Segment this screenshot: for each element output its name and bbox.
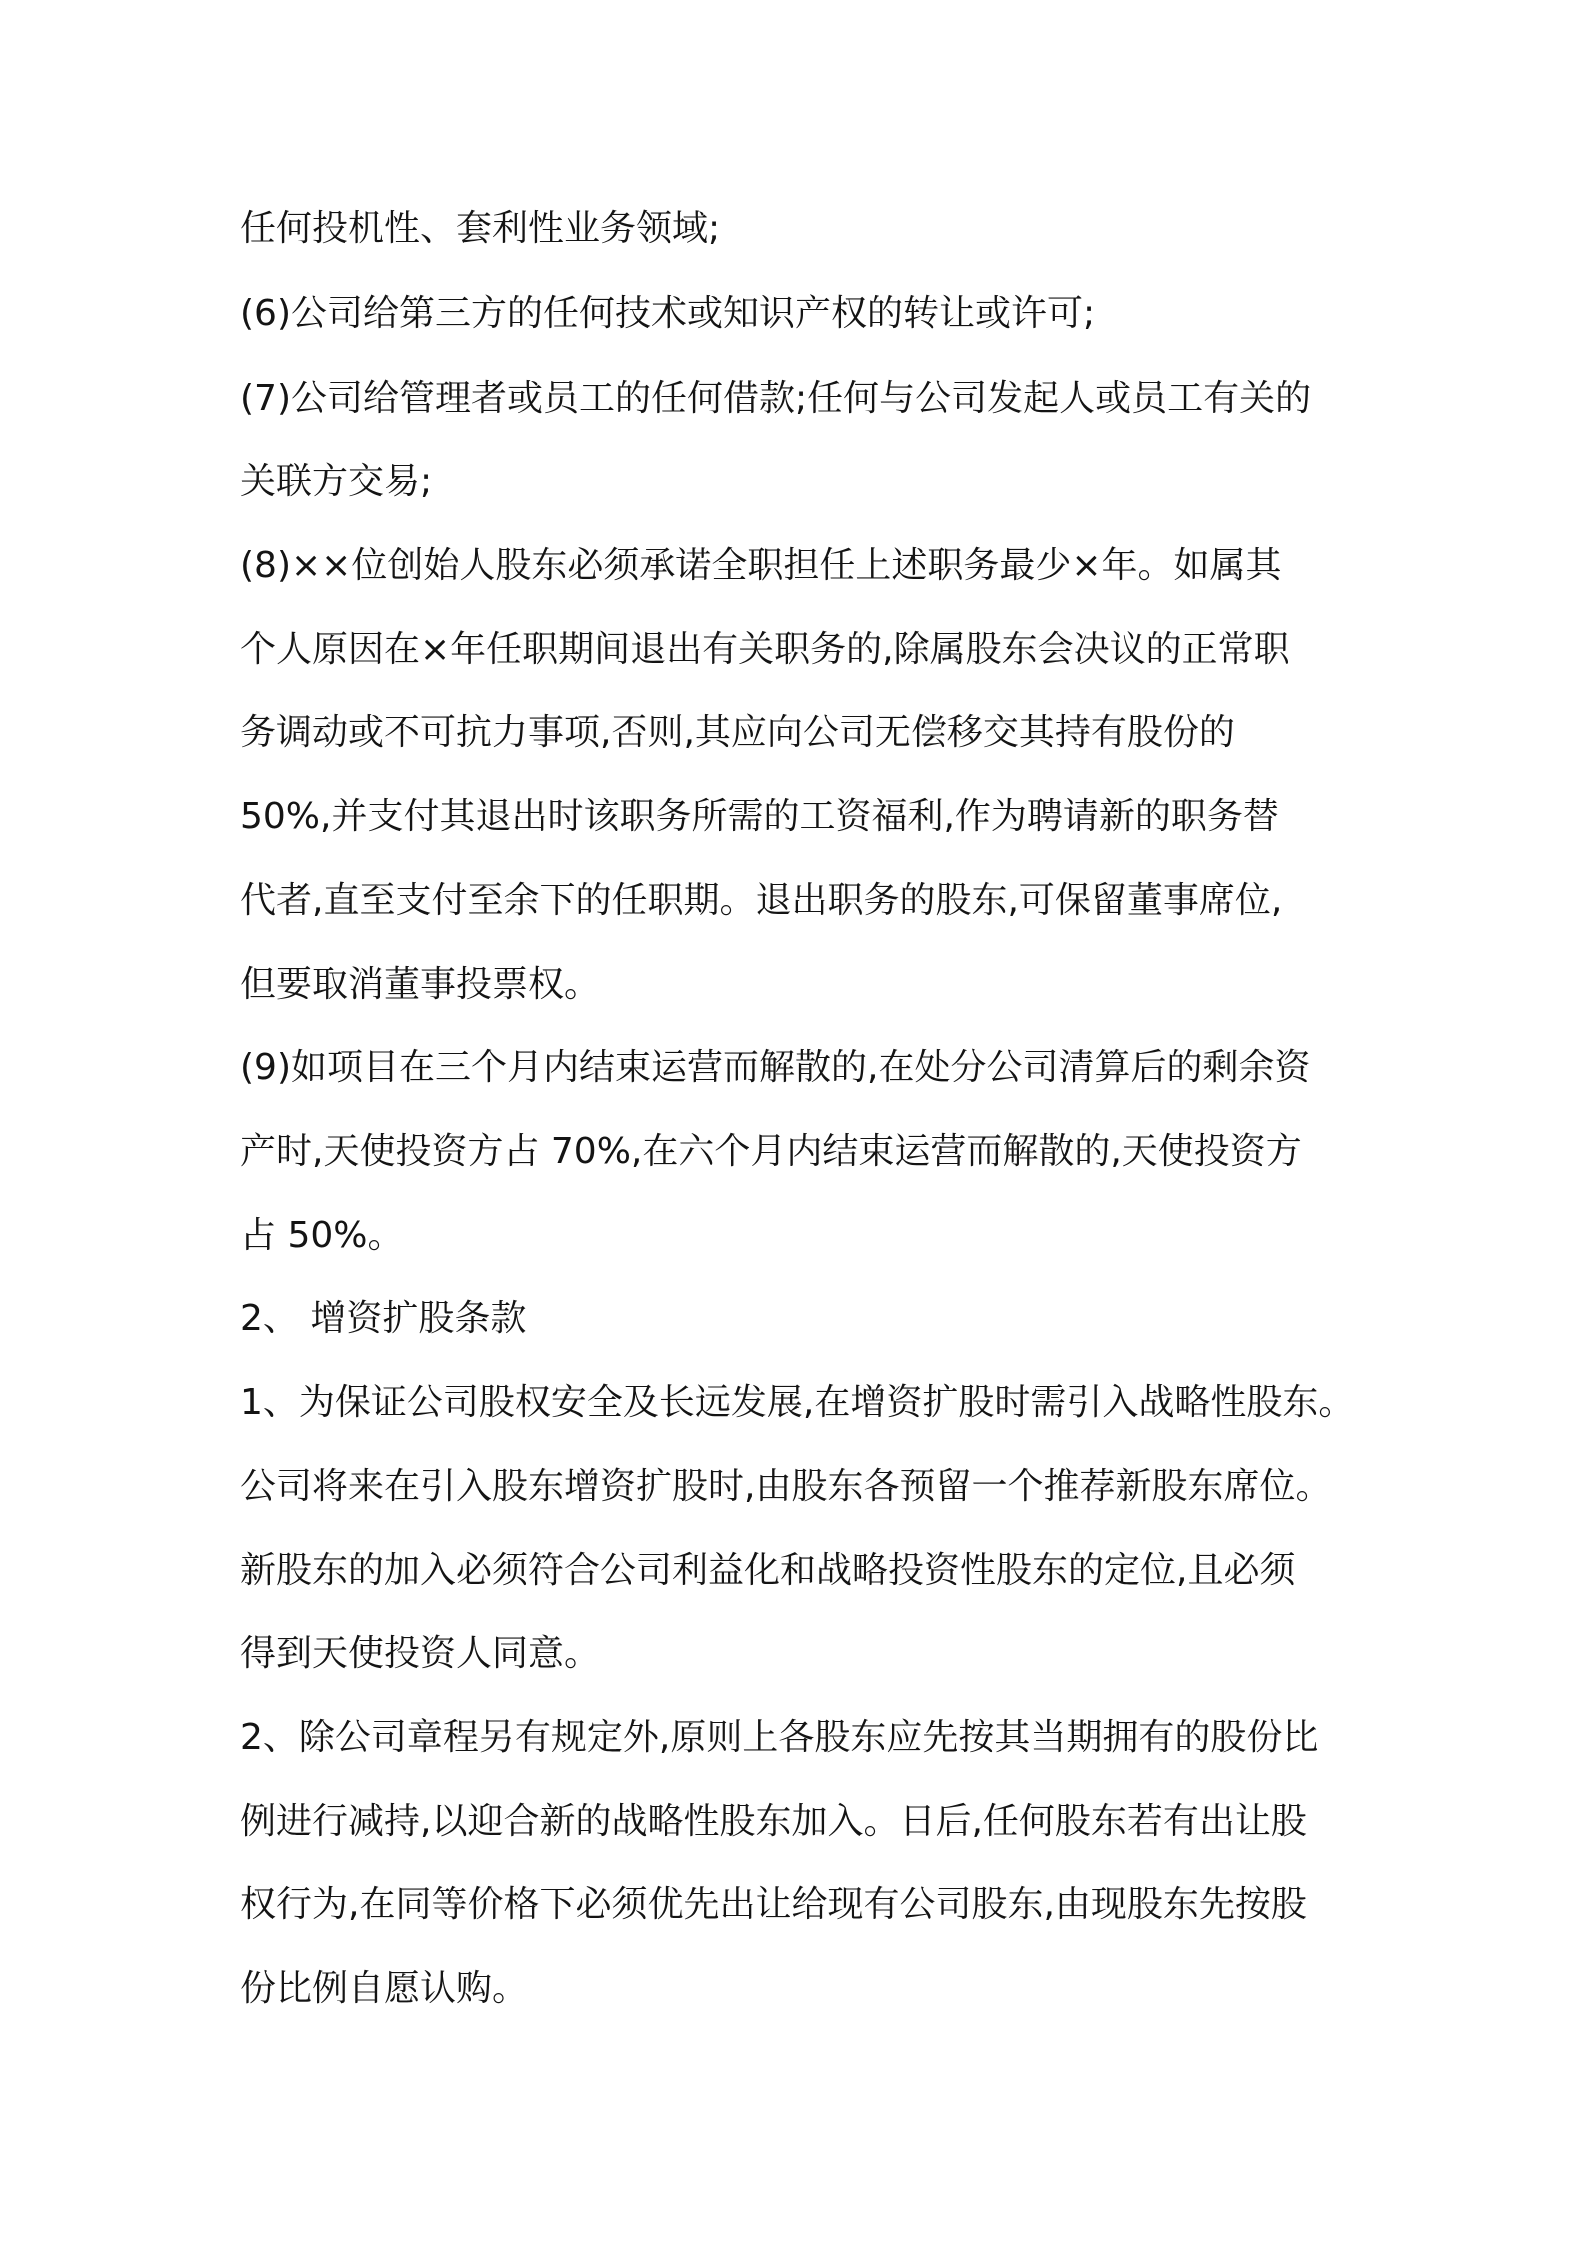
text-line: 例进行减持,以迎合新的战略性股东加入。日后,任何股东若有出让股 [240,1801,1307,1842]
text-line: 权行为,在同等价格下必须优先出让给现有公司股东,由现股东先按股 [240,1884,1307,1925]
text-line: 关联方交易; [240,461,433,502]
text-line: 公司将来在引入股东增资扩股时,由股东各预留一个推荐新股东席位。 [240,1466,1332,1507]
text-line: 2、除公司章程另有规定外,原则上各股东应先按其当期拥有的股份比 [240,1717,1319,1758]
section-heading: 2、 增资扩股条款 [240,1298,527,1339]
text-line: (9)如项目在三个月内结束运营而解散的,在处分公司清算后的剩余资 [240,1047,1311,1088]
text-line: 代者,直至支付至余下的任职期。退出职务的股东,可保留董事席位, [240,880,1283,921]
text-line: 产时,天使投资方占 70%,在六个月内结束运营而解散的,天使投资方 [240,1131,1302,1172]
text-line: (8)××位创始人股东必须承诺全职担任上述职务最少×年。如属其 [240,545,1282,586]
text-line: 务调动或不可抗力事项,否则,其应向公司无偿移交其持有股份的 [240,712,1235,753]
text-line: 1、为保证公司股权安全及长远发展,在增资扩股时需引入战略性股东。 [240,1382,1355,1423]
text-line: 个人原因在×年任职期间退出有关职务的,除属股东会决议的正常职 [240,629,1290,670]
text-line: 但要取消董事投票权。 [240,964,601,1005]
text-line: 新股东的加入必须符合公司利益化和战略投资性股东的定位,且必须 [240,1550,1296,1591]
text-line: 得到天使投资人同意。 [240,1633,601,1674]
text-line: 50%,并支付其退出时该职务所需的工资福利,作为聘请新的职务替 [240,796,1279,837]
text-line: 占 50%。 [240,1215,404,1256]
text-line: (7)公司给管理者或员工的任何借款;任何与公司发起人或员工有关的 [240,378,1312,419]
text-line: 任何投机性、套利性业务领域; [240,208,721,249]
text-line: 份比例自愿认购。 [240,1968,529,2009]
text-line: (6)公司给第三方的任何技术或知识产权的转让或许可; [240,293,1096,334]
